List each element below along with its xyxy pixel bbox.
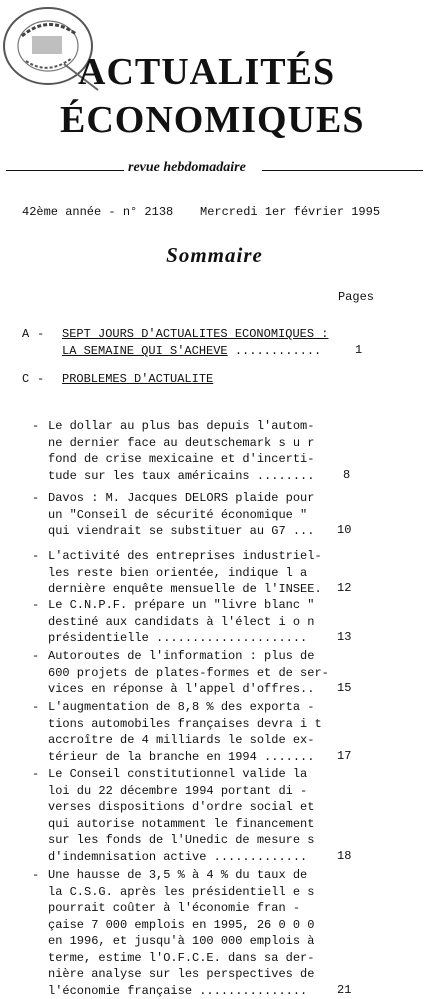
item-page-number: 18 xyxy=(337,849,351,863)
masthead-title-line1: ACTUALITÉS xyxy=(78,52,429,92)
item-text-line: verses dispositions d'ordre social et xyxy=(48,799,314,816)
section-dash: - xyxy=(37,371,44,388)
item-text-line: ne dernier face au deutschemark s u r xyxy=(48,435,314,452)
section-letter: A xyxy=(22,326,29,343)
item-bullet: - xyxy=(32,597,39,614)
item-text-line: Le C.N.P.F. prépare un "livre blanc " xyxy=(48,597,314,614)
item-text-line: qui viendrait se substituer au G7 ... xyxy=(48,523,314,540)
item-page-number: 12 xyxy=(337,581,351,595)
item-text-line: sur les fonds de l'Unedic de mesure s xyxy=(48,832,314,849)
item-text-line: destiné aux candidats à l'élect i o n xyxy=(48,614,314,631)
issue-date: Mercredi 1er février 1995 xyxy=(200,205,380,219)
item-text-line: d'indemnisation active ............. xyxy=(48,849,307,866)
item-bullet: - xyxy=(32,766,39,783)
item-page-number: 8 xyxy=(343,468,350,482)
item-page-number: 15 xyxy=(337,681,351,695)
item-page-number: 17 xyxy=(337,749,351,763)
masthead-rule-right xyxy=(262,170,423,171)
item-page-number: 10 xyxy=(337,523,351,537)
item-text-line: tude sur les taux américains ........ xyxy=(48,468,314,485)
masthead-rule-left xyxy=(6,170,124,171)
item-text-line: loi du 22 décembre 1994 portant di - xyxy=(48,783,307,800)
item-text-line: en 1996, et jusqu'à 100 000 emplois à xyxy=(48,933,314,950)
item-text-line: térieur de la branche en 1994 ....... xyxy=(48,749,314,766)
item-bullet: - xyxy=(32,548,39,565)
item-text-line: un "Conseil de sécurité économique " xyxy=(48,507,307,524)
item-text-line: Une hausse de 3,5 % à 4 % du taux de xyxy=(48,867,307,884)
item-text-line: fond de crise mexicaine et d'incerti- xyxy=(48,451,314,468)
item-page-number: 21 xyxy=(337,983,351,997)
item-text-line: Le dollar au plus bas depuis l'autom- xyxy=(48,418,314,435)
item-text-line: L'augmentation de 8,8 % des exporta - xyxy=(48,699,314,716)
item-text-line: qui autorise notamment le financement xyxy=(48,816,314,833)
item-text-line: Davos : M. Jacques DELORS plaide pour xyxy=(48,490,314,507)
item-text-line: accroître de 4 milliards le solde ex- xyxy=(48,732,314,749)
item-text-line: çaise 7 000 emplois en 1995, 26 0 0 0 xyxy=(48,917,314,934)
masthead-subtitle: revue hebdomadaire xyxy=(128,160,246,176)
item-text-line: L'activité des entreprises industriel- xyxy=(48,548,322,565)
section-dash: - xyxy=(37,326,44,343)
item-text-line: présidentielle ..................... xyxy=(48,630,307,647)
item-text-line: nière analyse sur les perspectives de xyxy=(48,966,314,983)
section-heading-line2: LA SEMAINE QUI S'ACHEVE ............ xyxy=(62,343,321,360)
section-a-page: 1 xyxy=(355,343,362,357)
item-text-line: tions automobiles françaises devra i t xyxy=(48,716,322,733)
item-bullet: - xyxy=(32,867,39,884)
item-bullet: - xyxy=(32,648,39,665)
item-text-line: 600 projets de plates-formes et de ser- xyxy=(48,665,329,682)
item-bullet: - xyxy=(32,490,39,507)
item-text-line: l'économie française ............... xyxy=(48,983,307,999)
item-text-line: Le Conseil constitutionnel valide la xyxy=(48,766,307,783)
section-heading: PROBLEMES D'ACTUALITE xyxy=(62,371,213,388)
section-letter: C xyxy=(22,371,29,388)
section-heading: SEPT JOURS D'ACTUALITES ECONOMIQUES : xyxy=(62,326,328,343)
item-bullet: - xyxy=(32,418,39,435)
sommaire-heading: Sommaire xyxy=(0,243,429,268)
item-text-line: les reste bien orientée, indique l a xyxy=(48,565,307,582)
item-text-line: terme, estime l'O.F.C.E. dans sa der- xyxy=(48,950,314,967)
item-text-line: Autoroutes de l'information : plus de xyxy=(48,648,314,665)
item-bullet: - xyxy=(32,699,39,716)
item-page-number: 13 xyxy=(337,630,351,644)
item-text-line: vices en réponse à l'appel d'offres.. xyxy=(48,681,314,698)
issue-edition: 42ème année - n° 2138 xyxy=(22,205,173,219)
masthead-title-line2: ÉCONOMIQUES xyxy=(60,100,429,140)
pages-column-label: Pages xyxy=(338,290,374,304)
item-text-line: pourrait coûter à l'économie fran - xyxy=(48,900,300,917)
item-text-line: dernière enquête mensuelle de l'INSEE. xyxy=(48,581,322,598)
item-text-line: la C.S.G. après les présidentiell e s xyxy=(48,884,314,901)
